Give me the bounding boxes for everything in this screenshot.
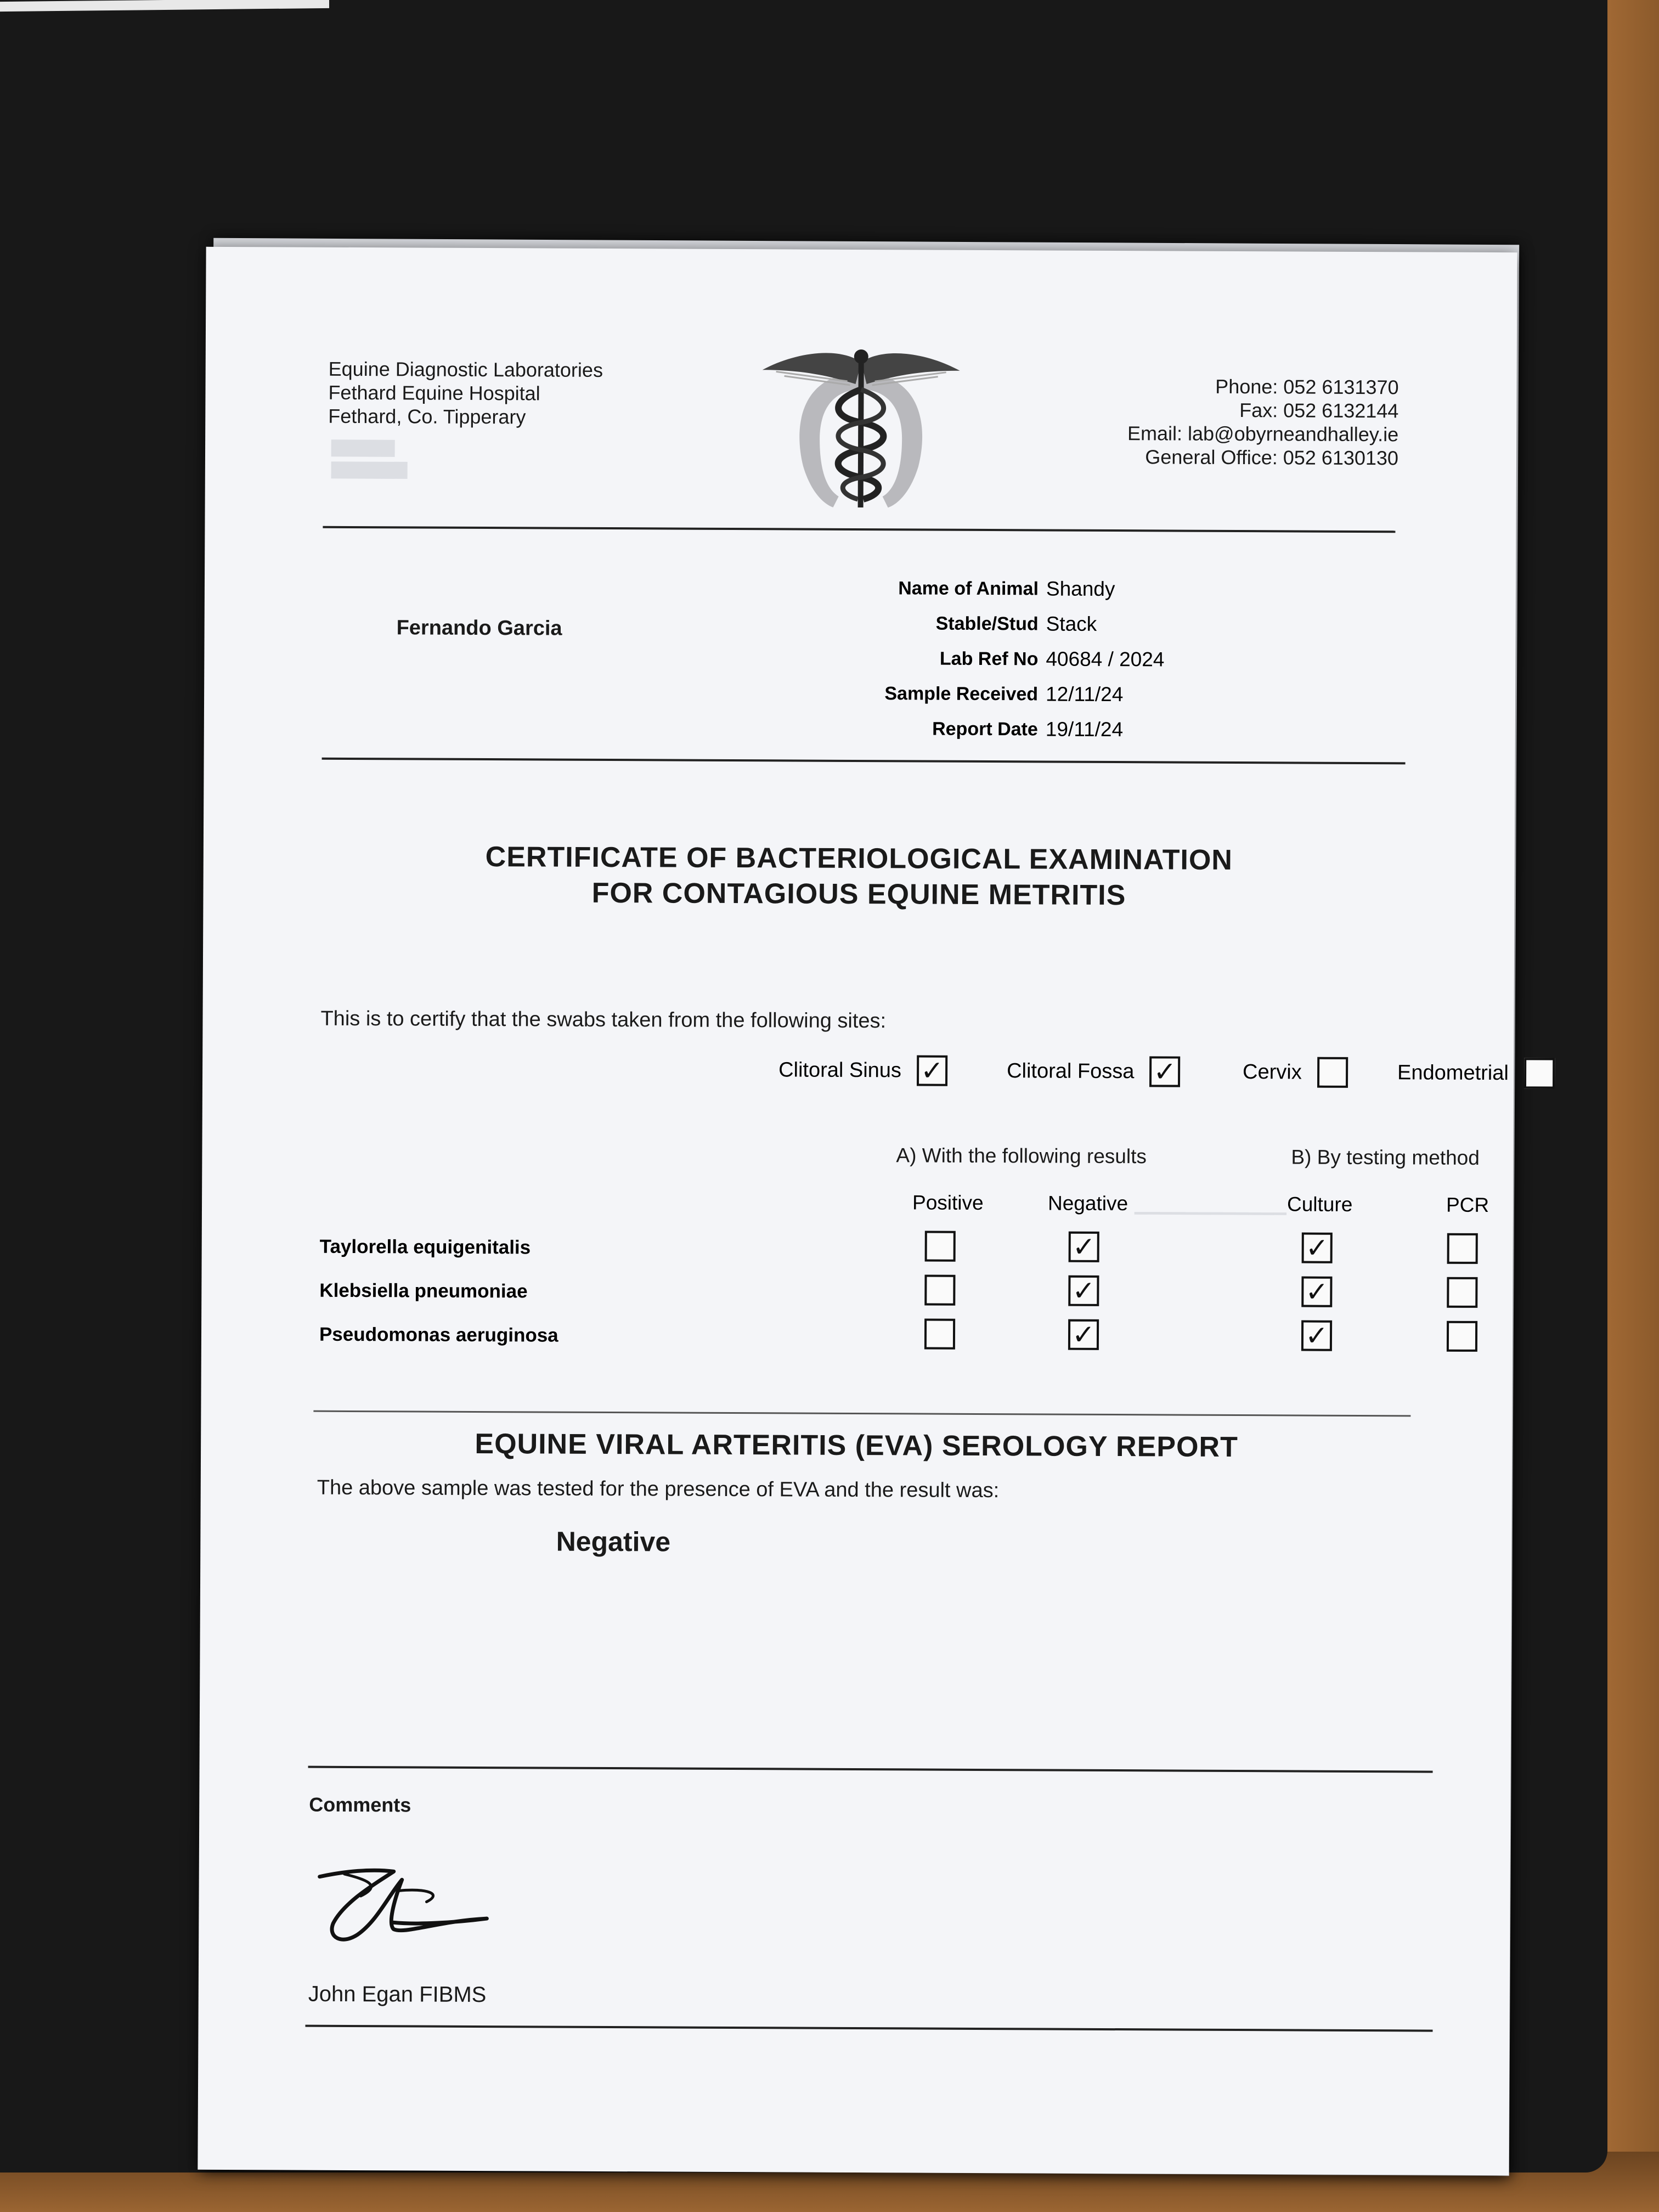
bleed-through-text: ▁▁▁▁▁▁▁▁▁▁▁▁: [1134, 1196, 1286, 1215]
detail-label: Sample Received: [884, 682, 1039, 704]
checkbox-positive-empty: [925, 1231, 956, 1262]
checkbox-pcr-empty: [1447, 1321, 1477, 1352]
detail-row-report-date: [862, 711, 1164, 747]
eva-title: EQUINE VIRAL ARTERITIS (EVA) SEROLOGY REPORT: [475, 1427, 1238, 1464]
animal-details: [862, 571, 1165, 747]
checkbox-positive-empty: [924, 1319, 955, 1350]
eva-divider: [308, 1766, 1433, 1773]
column-positive: Positive: [912, 1191, 984, 1215]
caduceus-horseshoe-icon: [759, 340, 963, 511]
checkbox-negative-checked: ✓: [1069, 1232, 1099, 1262]
eva-result: Negative: [556, 1526, 671, 1558]
comments-label: Comments: [309, 1793, 411, 1816]
detail-label: Lab Ref No: [939, 648, 1039, 669]
detail-label: Stable/Stud: [935, 613, 1039, 634]
site-endometrial: [1397, 1057, 1555, 1088]
contact-fax: Fax: 052 6132144: [1239, 399, 1399, 422]
checkbox-pcr-empty: [1447, 1233, 1478, 1264]
site-checkbox-checked: ✓: [917, 1055, 947, 1086]
detail-label: Report Date: [932, 718, 1038, 740]
checkbox-culture-checked: ✓: [1301, 1277, 1332, 1307]
detail-value: 12/11/24: [1046, 682, 1124, 706]
detail-value: Stack: [1046, 612, 1097, 635]
site-checkbox-empty: [1524, 1058, 1555, 1088]
checkbox-culture-checked: ✓: [1302, 1233, 1333, 1263]
organism-pseudomonas: Pseudomonas aeruginosa: [319, 1323, 558, 1346]
site-clitoral-fossa: [1007, 1056, 1181, 1087]
site-label: Clitoral Sinus: [778, 1058, 902, 1082]
header-divider: [323, 526, 1395, 533]
detail-value: 40684 / 2024: [1046, 647, 1165, 671]
detail-row-sample-received: [862, 676, 1164, 712]
details-divider: [322, 758, 1406, 765]
signature-image: [311, 1858, 509, 1963]
site-clitoral-sinus: [778, 1054, 947, 1086]
eva-statement: The above sample was tested for the presence of EVA and the result was:: [317, 1476, 1000, 1503]
detail-label: Name of Animal: [898, 577, 1039, 599]
bleed-through-text: ▇▇▇▇▇ ▇▇▇▇▇▇: [331, 438, 408, 479]
checkbox-culture-checked: ✓: [1301, 1321, 1332, 1351]
contact-phone: Phone: 052 6131370: [1215, 375, 1399, 399]
checkbox-pcr-empty: [1447, 1277, 1477, 1308]
checkbox-positive-empty: [924, 1275, 955, 1306]
checkbox-negative-checked: ✓: [1068, 1276, 1099, 1306]
results-header: A) With the following results: [896, 1144, 1147, 1168]
detail-row-lab-ref: [862, 641, 1164, 677]
column-culture: Culture: [1286, 1193, 1353, 1216]
site-checkbox-empty: [1317, 1057, 1348, 1088]
column-negative: Negative: [1047, 1192, 1128, 1215]
site-label: Clitoral Fossa: [1007, 1059, 1135, 1083]
address-line: Fethard, Co. Tipperary: [328, 404, 526, 428]
owner-name: Fernando Garcia: [396, 616, 562, 640]
certificate-title-line2: FOR CONTAGIOUS EQUINE METRITIS: [591, 877, 1126, 912]
footer-divider: [306, 2025, 1433, 2032]
organism-taylorella: Taylorella equigenitalis: [319, 1235, 531, 1259]
column-pcr: PCR: [1446, 1193, 1489, 1217]
site-label: Cervix: [1243, 1060, 1302, 1084]
certificate-sheet: [198, 247, 1517, 2175]
address-line: Equine Diagnostic Laboratories: [328, 357, 603, 381]
contact-general-office: General Office: 052 6130130: [1145, 445, 1399, 470]
section-divider: [313, 1410, 1410, 1417]
address-line: Fethard Equine Hospital: [328, 381, 540, 405]
certificate-title-line1: CERTIFICATE OF BACTERIOLOGICAL EXAMINATION: [485, 841, 1233, 876]
site-label: Endometrial: [1397, 1060, 1509, 1085]
organism-klebsiella: Klebsiella pneumoniae: [319, 1279, 528, 1302]
site-checkbox-checked: ✓: [1149, 1056, 1180, 1087]
method-header: B) By testing method: [1291, 1146, 1480, 1169]
lab-address: [328, 357, 603, 429]
certify-statement: This is to certify that the swabs taken from the following sites:: [320, 1007, 887, 1033]
lab-contact: [1127, 374, 1399, 470]
signer-name: John Egan FIBMS: [308, 1982, 487, 2007]
detail-row-stable: [863, 606, 1165, 642]
site-cervix: [1243, 1057, 1348, 1088]
detail-value: Shandy: [1046, 577, 1115, 601]
detail-value: 19/11/24: [1045, 718, 1124, 741]
checkbox-negative-checked: ✓: [1068, 1319, 1099, 1350]
detail-row-name: [863, 571, 1165, 607]
contact-email: Email: lab@obyrneandhalley.ie: [1127, 422, 1399, 446]
